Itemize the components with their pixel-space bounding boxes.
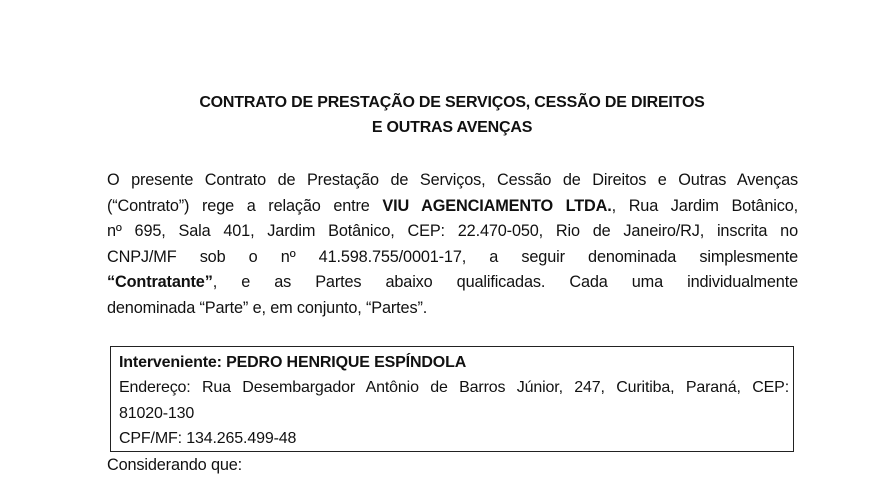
contratante-term: “Contratante”	[107, 273, 213, 292]
considering-heading: Considerando que:	[107, 456, 243, 474]
contract-title	[100, 90, 804, 140]
title-line-1: CONTRATO DE PRESTAÇÃO DE SERVIÇOS, CESSÃO DE DIREITOS	[199, 94, 705, 111]
intervener-box	[110, 346, 794, 452]
intervener-cpf: CPF/MF: 134.265.499-48	[119, 430, 297, 448]
paragraph-line-6: denominada “Parte” e, em conjunto, “Partes”.	[107, 298, 428, 317]
intervener-title: Interveniente: PEDRO HENRIQUE ESPÍNDOLA	[119, 354, 467, 371]
intervener-address-line-1: Endereço: Rua Desembargador Antônio de Barros Júnior, 247, Curitiba, Paraná, CEP:	[119, 379, 789, 397]
contracting-company-name: VIU AGENCIAMENTO LTDA.	[382, 196, 612, 215]
paragraph-line-3: nº 695, Sala 401, Jardim Botânico, CEP: 22.470-050, Rio de Janeiro/RJ, inscrita no	[107, 222, 798, 241]
intro-paragraph	[107, 168, 798, 322]
paragraph-line-1: O presente Contrato de Prestação de Serviços, Cessão de Direitos e Outras Avenças	[107, 171, 798, 189]
paragraph-line-4: CNPJ/MF sob o nº 41.598.755/0001-17, a seguir denominada simplesmente	[107, 247, 798, 266]
paragraph-line-5: “Contratante”, e as Partes abaixo qualificadas. Cada uma individualmente	[107, 273, 798, 292]
intervener-address-line-2: 81020-130	[119, 404, 195, 422]
paragraph-line-2: (“Contrato”) rege a relação entre VIU AGENCIAMENTO LTDA., Rua Jardim Botânico,	[107, 196, 798, 215]
title-line-2: E OUTRAS AVENÇAS	[371, 119, 533, 136]
